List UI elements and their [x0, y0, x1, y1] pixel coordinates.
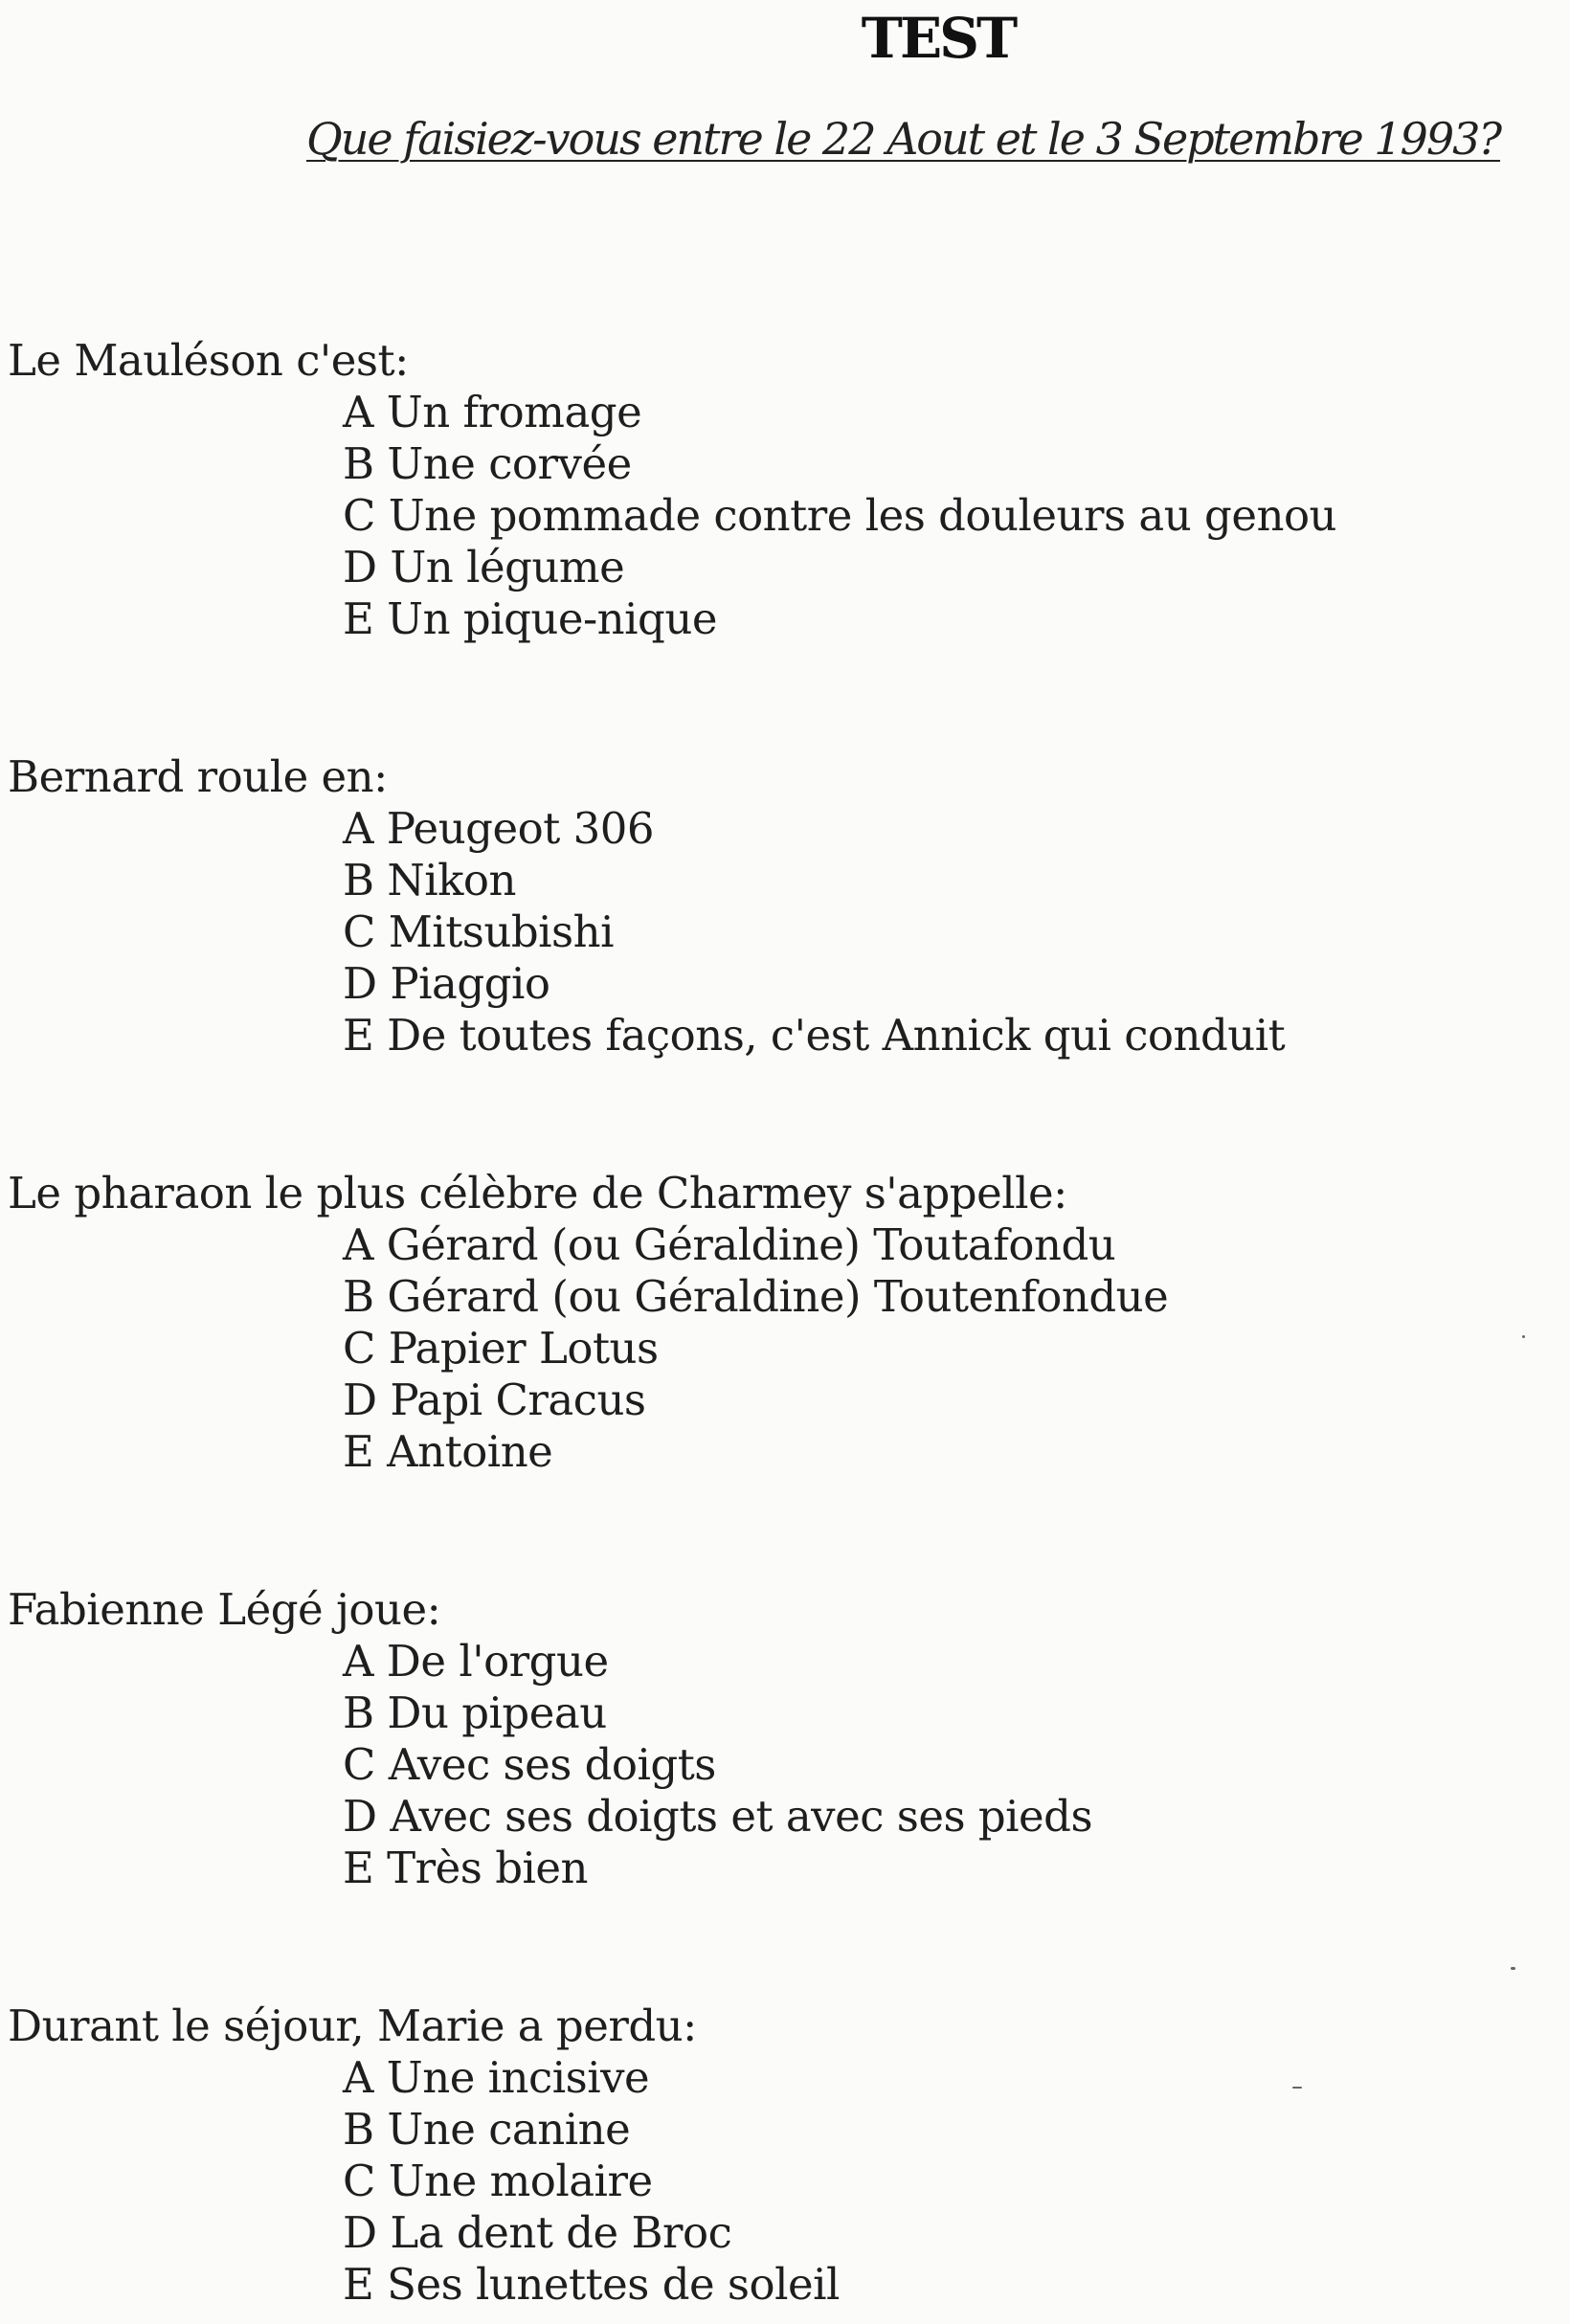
option-e: E De toutes façons, c'est Annick qui conduit — [343, 1010, 1286, 1061]
options-list — [8, 387, 1539, 645]
question-block-1 — [8, 335, 1539, 645]
option-e: E Ses lunettes de soleil — [343, 2259, 840, 2310]
option-c: C Papier Lotus — [343, 1323, 659, 1374]
option-a: A Gérard (ou Géraldine) Toutafondu — [343, 1219, 1116, 1270]
option-d: D La dent de Broc — [343, 2207, 732, 2258]
page-subtitle: Que faisiez-vous entre le 22 Aout et le 3 Septembre 1993? — [306, 113, 1501, 165]
question-text: Fabienne Légé joue: — [8, 1584, 441, 1635]
option-b: B Une canine — [343, 2104, 631, 2155]
scan-speck — [1292, 2087, 1302, 2089]
option-c: C Une molaire — [343, 2156, 653, 2206]
question-block-2 — [8, 751, 1539, 1061]
option-a: A Peugeot 306 — [343, 803, 654, 854]
option-a: A Un fromage — [343, 387, 642, 437]
option-c: C Mitsubishi — [343, 906, 615, 957]
option-d: D Piaggio — [343, 958, 550, 1009]
option-c: C Une pommade contre les douleurs au genou — [343, 490, 1337, 541]
scan-speck — [1522, 1335, 1525, 1338]
option-c: C Avec ses doigts — [343, 1739, 716, 1790]
option-d: D Un légume — [343, 542, 625, 592]
options-list — [8, 2052, 1539, 2311]
question-block-4 — [8, 1584, 1539, 1894]
option-b: B Gérard (ou Géraldine) Toutenfondue — [343, 1271, 1169, 1322]
option-b: B Du pipeau — [343, 1687, 607, 1738]
page-title: TEST — [861, 6, 1016, 71]
option-a: A Une incisive — [343, 2052, 650, 2103]
option-d: D Papi Cracus — [343, 1374, 646, 1425]
options-list — [8, 1219, 1539, 1478]
option-d: D Avec ses doigts et avec ses pieds — [343, 1791, 1093, 1842]
options-list — [8, 1636, 1539, 1894]
question-text: Bernard roule en: — [8, 751, 388, 802]
scan-speck — [1511, 1967, 1515, 1970]
options-list — [8, 803, 1539, 1061]
question-text: Le Mauléson c'est: — [8, 335, 409, 386]
option-a: A De l'orgue — [343, 1636, 609, 1687]
option-b: B Une corvée — [343, 438, 632, 489]
question-text: Le pharaon le plus célèbre de Charmey s'appelle: — [8, 1168, 1067, 1218]
option-e: E Antoine — [343, 1426, 553, 1477]
option-e: E Un pique-nique — [343, 593, 717, 644]
option-b: B Nikon — [343, 855, 516, 905]
question-text: Durant le séjour, Marie a perdu: — [8, 2000, 697, 2051]
question-block-5 — [8, 2000, 1539, 2311]
option-e: E Très bien — [343, 1843, 589, 1893]
question-block-3 — [8, 1168, 1539, 1478]
